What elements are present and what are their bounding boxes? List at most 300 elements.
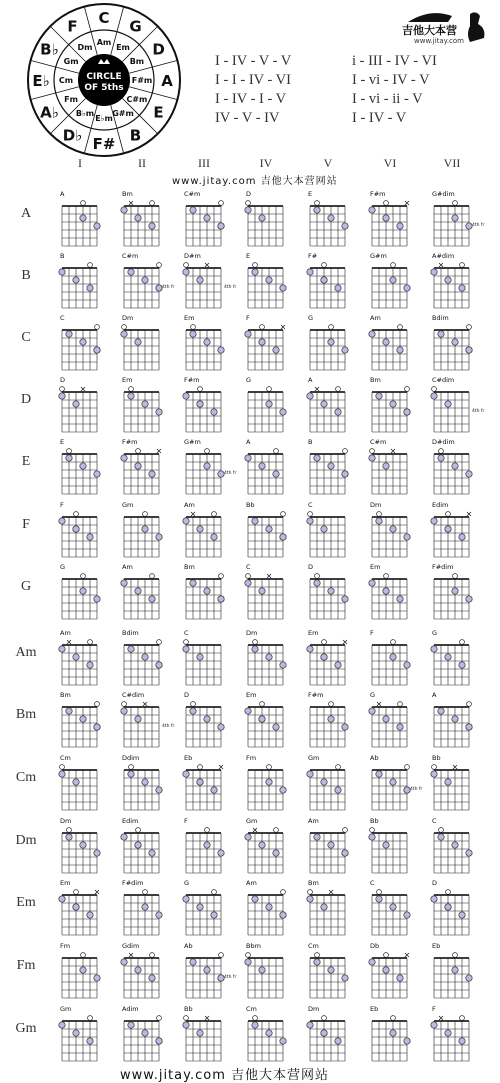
header-site-text: www.jitay.com 吉他大本营网站 bbox=[172, 176, 338, 187]
open-string-marker bbox=[439, 828, 444, 833]
chord-diagram bbox=[307, 501, 345, 557]
chord-name: Eb bbox=[432, 942, 441, 950]
open-string-marker bbox=[157, 1016, 162, 1021]
finger-dot bbox=[452, 215, 458, 221]
finger-dot bbox=[390, 779, 396, 785]
chord-name: A bbox=[60, 190, 65, 198]
finger-dot bbox=[156, 662, 162, 668]
finger-dot bbox=[280, 912, 286, 918]
finger-dot bbox=[142, 277, 148, 283]
open-string-marker bbox=[60, 387, 65, 392]
finger-dot bbox=[376, 896, 382, 902]
chord-diagram bbox=[245, 190, 283, 246]
finger-dot bbox=[87, 1038, 93, 1044]
finger-dot bbox=[135, 716, 141, 722]
inner-key-label: C#m bbox=[126, 95, 148, 104]
chord-name: F bbox=[60, 501, 64, 509]
chord-name: B bbox=[60, 252, 65, 260]
finger-dot bbox=[321, 1030, 327, 1036]
chord-name: D bbox=[60, 376, 66, 384]
chord-name: Ab bbox=[184, 942, 193, 950]
chord-diagram bbox=[245, 942, 283, 998]
progression-right-4: I - IV - V bbox=[352, 110, 407, 126]
open-string-marker bbox=[122, 325, 127, 330]
open-string-marker bbox=[343, 449, 348, 454]
finger-dot bbox=[459, 662, 465, 668]
fret-position-marker: 4th fr bbox=[224, 975, 237, 980]
row-key-label: Fm bbox=[16, 958, 36, 973]
finger-dot bbox=[135, 588, 141, 594]
finger-dot bbox=[128, 771, 134, 777]
finger-dot bbox=[149, 975, 155, 981]
finger-dot bbox=[142, 904, 148, 910]
progression-left-2: I - I - IV - VI bbox=[215, 72, 291, 88]
chord-diagram bbox=[60, 691, 100, 747]
outer-key-label: F# bbox=[92, 135, 116, 153]
fret-position-marker: 4th fr bbox=[162, 724, 175, 729]
finger-dot bbox=[438, 331, 444, 337]
chord-name: C#dim bbox=[122, 691, 145, 699]
open-string-marker bbox=[81, 201, 86, 206]
finger-dot bbox=[59, 646, 65, 652]
finger-dot bbox=[218, 223, 224, 229]
chord-diagram bbox=[59, 376, 97, 432]
open-string-marker bbox=[60, 765, 65, 770]
chord-diagram bbox=[122, 879, 162, 935]
finger-dot bbox=[66, 708, 72, 714]
finger-dot bbox=[59, 269, 65, 275]
open-string-marker bbox=[67, 449, 72, 454]
finger-dot bbox=[321, 654, 327, 660]
chord-name: Am bbox=[184, 501, 195, 509]
muted-string-marker bbox=[391, 449, 395, 453]
finger-dot bbox=[266, 779, 272, 785]
chord-diagram bbox=[370, 879, 410, 935]
chord-name: F#m bbox=[122, 438, 138, 446]
finger-dot bbox=[342, 223, 348, 229]
finger-dot bbox=[321, 904, 327, 910]
row-key-label: Gm bbox=[15, 1021, 37, 1036]
finger-dot bbox=[149, 471, 155, 477]
finger-dot bbox=[259, 716, 265, 722]
finger-dot bbox=[321, 401, 327, 407]
progression-left-1: I - IV - V - V bbox=[215, 53, 292, 69]
finger-dot bbox=[218, 724, 224, 730]
chord-diagram bbox=[184, 563, 224, 619]
inner-key-label: Gm bbox=[63, 57, 79, 66]
open-string-marker bbox=[150, 201, 155, 206]
finger-dot bbox=[328, 463, 334, 469]
chord-name: D#dim bbox=[432, 438, 455, 446]
chord-diagram bbox=[60, 438, 100, 494]
chord-name: Am bbox=[370, 314, 381, 322]
chord-name: Bb bbox=[184, 1005, 193, 1013]
chord-diagram bbox=[246, 754, 286, 810]
finger-dot bbox=[376, 771, 382, 777]
chord-diagram bbox=[121, 438, 161, 494]
finger-dot bbox=[94, 724, 100, 730]
chord-diagram bbox=[432, 691, 472, 747]
chord-name: Dm bbox=[246, 629, 258, 637]
chord-diagram bbox=[60, 817, 100, 873]
outer-key-label: A♭ bbox=[40, 103, 59, 122]
chord-diagram bbox=[60, 563, 100, 619]
chord-diagram bbox=[308, 190, 348, 246]
open-string-marker bbox=[219, 201, 224, 206]
chord-diagram bbox=[370, 252, 410, 308]
finger-dot bbox=[197, 779, 203, 785]
finger-dot bbox=[259, 967, 265, 973]
chord-diagram bbox=[184, 438, 224, 494]
chord-diagram bbox=[59, 879, 99, 935]
numeral-7: VII bbox=[443, 156, 461, 170]
fret-position-marker: 4th fr bbox=[162, 285, 175, 290]
finger-dot bbox=[59, 896, 65, 902]
finger-dot bbox=[59, 771, 65, 777]
finger-dot bbox=[445, 904, 451, 910]
finger-dot bbox=[218, 596, 224, 602]
finger-dot bbox=[218, 347, 224, 353]
progression-left-4: IV - V - IV bbox=[215, 110, 280, 126]
chord-diagram bbox=[307, 376, 345, 432]
chord-diagram bbox=[184, 691, 224, 747]
open-string-marker bbox=[246, 201, 251, 206]
finger-dot bbox=[383, 215, 389, 221]
chord-name: G bbox=[246, 376, 252, 384]
chord-diagram bbox=[184, 942, 224, 998]
chord-name: B bbox=[308, 438, 313, 446]
finger-dot bbox=[94, 347, 100, 353]
finger-dot bbox=[314, 580, 320, 586]
finger-dot bbox=[190, 207, 196, 213]
muted-string-marker bbox=[343, 640, 347, 644]
chord-name: C bbox=[60, 314, 65, 322]
muted-string-marker bbox=[439, 263, 443, 267]
chord-name: Em bbox=[184, 314, 195, 322]
row-key-label: Em bbox=[16, 895, 36, 910]
finger-dot bbox=[73, 401, 79, 407]
open-string-marker bbox=[129, 765, 134, 770]
open-string-marker bbox=[446, 512, 451, 517]
chord-name: F#dim bbox=[122, 879, 144, 887]
finger-dot bbox=[328, 842, 334, 848]
open-string-marker bbox=[453, 201, 458, 206]
finger-dot bbox=[383, 967, 389, 973]
chord-name: Fm bbox=[246, 754, 257, 762]
open-string-marker bbox=[467, 325, 472, 330]
chord-diagram bbox=[307, 252, 345, 308]
finger-dot bbox=[376, 518, 382, 524]
open-string-marker bbox=[453, 574, 458, 579]
row-key-label: D bbox=[20, 392, 32, 407]
chord-diagram bbox=[122, 754, 162, 810]
inner-key-label: Dm bbox=[77, 43, 93, 53]
chord-name: A#dim bbox=[432, 252, 455, 260]
finger-dot bbox=[73, 526, 79, 532]
open-string-marker bbox=[370, 828, 375, 833]
chord-name: Gm bbox=[246, 817, 258, 825]
open-string-marker bbox=[150, 953, 155, 958]
finger-dot bbox=[94, 850, 100, 856]
row-key-label: C bbox=[21, 330, 31, 345]
open-string-marker bbox=[260, 702, 265, 707]
finger-dot bbox=[404, 1038, 410, 1044]
outer-key-label: B♭ bbox=[40, 40, 59, 59]
chord-diagram bbox=[183, 501, 221, 557]
finger-dot bbox=[328, 215, 334, 221]
finger-dot bbox=[273, 471, 279, 477]
finger-dot bbox=[383, 588, 389, 594]
finger-dot bbox=[335, 662, 341, 668]
finger-dot bbox=[466, 975, 472, 981]
open-string-marker bbox=[322, 1016, 327, 1021]
chord-diagram bbox=[183, 376, 221, 432]
open-string-marker bbox=[460, 263, 465, 268]
row-key-label: E bbox=[21, 454, 31, 469]
finger-dot bbox=[307, 771, 313, 777]
chord-name: Gm bbox=[122, 501, 134, 509]
chord-diagram bbox=[431, 252, 469, 308]
finger-dot bbox=[259, 463, 265, 469]
finger-dot bbox=[369, 959, 375, 965]
finger-dot bbox=[80, 339, 86, 345]
finger-dot bbox=[266, 526, 272, 532]
finger-dot bbox=[121, 580, 127, 586]
finger-dot bbox=[431, 646, 437, 652]
chord-diagram bbox=[245, 563, 283, 619]
chord-name: Em bbox=[246, 691, 257, 699]
open-string-marker bbox=[205, 449, 210, 454]
finger-dot bbox=[335, 787, 341, 793]
finger-dot bbox=[280, 285, 286, 291]
chord-diagram bbox=[369, 942, 409, 998]
chord-name: Bb bbox=[432, 754, 441, 762]
numeral-4: IV bbox=[259, 156, 273, 170]
open-string-marker bbox=[405, 765, 410, 770]
chord-name: E bbox=[60, 438, 65, 446]
footer-site-text: www.jitay.com 吉他大本营网站 bbox=[120, 1068, 329, 1083]
finger-dot bbox=[369, 455, 375, 461]
finger-dot bbox=[404, 534, 410, 540]
finger-dot bbox=[66, 834, 72, 840]
open-string-marker bbox=[377, 890, 382, 895]
finger-dot bbox=[156, 912, 162, 918]
finger-dot bbox=[211, 912, 217, 918]
finger-dot bbox=[452, 463, 458, 469]
finger-dot bbox=[383, 716, 389, 722]
chord-name: Em bbox=[308, 629, 319, 637]
finger-dot bbox=[80, 967, 86, 973]
finger-dot bbox=[342, 975, 348, 981]
chord-name: Em bbox=[60, 879, 71, 887]
finger-dot bbox=[431, 1022, 437, 1028]
muted-string-marker bbox=[67, 640, 71, 644]
chord-diagram bbox=[308, 563, 348, 619]
finger-dot bbox=[307, 896, 313, 902]
numeral-2: II bbox=[138, 156, 146, 170]
finger-dot bbox=[431, 518, 437, 524]
chord-name: Bm bbox=[60, 691, 71, 699]
finger-dot bbox=[190, 708, 196, 714]
finger-dot bbox=[452, 967, 458, 973]
row-key-label: Dm bbox=[15, 833, 37, 848]
finger-dot bbox=[245, 959, 251, 965]
finger-dot bbox=[459, 534, 465, 540]
chord-name: G#dim bbox=[432, 190, 455, 198]
chord-diagram bbox=[246, 629, 286, 685]
chord-diagram bbox=[308, 817, 348, 873]
muted-string-marker bbox=[205, 263, 209, 267]
chord-diagram bbox=[121, 817, 159, 873]
chord-name: D bbox=[432, 879, 438, 887]
progression-left-3: I - IV - I - V bbox=[215, 91, 287, 107]
chord-diagram bbox=[432, 563, 472, 619]
fret-position-marker: 4th fr bbox=[472, 409, 485, 414]
inner-key-label: E♭m bbox=[95, 114, 113, 123]
chord-name: C#dim bbox=[432, 376, 455, 384]
chord-diagram bbox=[245, 691, 283, 747]
muted-string-marker bbox=[405, 201, 409, 205]
finger-dot bbox=[321, 779, 327, 785]
finger-dot bbox=[183, 646, 189, 652]
chord-name: D#m bbox=[184, 252, 201, 260]
finger-dot bbox=[135, 339, 141, 345]
finger-dot bbox=[87, 912, 93, 918]
row-key-label: Cm bbox=[15, 770, 37, 785]
finger-dot bbox=[335, 285, 341, 291]
open-string-marker bbox=[432, 387, 437, 392]
finger-dot bbox=[314, 455, 320, 461]
open-string-marker bbox=[81, 574, 86, 579]
chord-diagram bbox=[308, 942, 348, 998]
finger-dot bbox=[59, 393, 65, 399]
numeral-6: VI bbox=[383, 156, 397, 170]
finger-dot bbox=[183, 1022, 189, 1028]
finger-dot bbox=[273, 850, 279, 856]
chord-diagram bbox=[432, 817, 472, 873]
finger-dot bbox=[197, 526, 203, 532]
open-string-marker bbox=[281, 512, 286, 517]
finger-dot bbox=[280, 1038, 286, 1044]
chord-name: Gdim bbox=[122, 942, 140, 950]
open-string-marker bbox=[315, 574, 320, 579]
chord-diagram bbox=[121, 190, 159, 246]
finger-dot bbox=[273, 347, 279, 353]
muted-string-marker bbox=[253, 828, 257, 832]
chord-diagram bbox=[59, 252, 97, 308]
finger-dot bbox=[445, 654, 451, 660]
finger-dot bbox=[80, 842, 86, 848]
open-string-marker bbox=[246, 574, 251, 579]
finger-dot bbox=[369, 708, 375, 714]
chord-diagram bbox=[432, 438, 472, 494]
chord-name: C#m bbox=[122, 252, 139, 260]
finger-dot bbox=[142, 401, 148, 407]
finger-dot bbox=[266, 277, 272, 283]
finger-dot bbox=[404, 285, 410, 291]
finger-dot bbox=[438, 455, 444, 461]
outer-key-label: D♭ bbox=[62, 126, 83, 145]
finger-dot bbox=[397, 724, 403, 730]
chord-name: Gm bbox=[308, 754, 320, 762]
finger-dot bbox=[128, 393, 134, 399]
open-string-marker bbox=[384, 201, 389, 206]
finger-dot bbox=[211, 787, 217, 793]
finger-dot bbox=[197, 277, 203, 283]
progression-right-3: I - vi - ii - V bbox=[352, 91, 423, 107]
fret-position-marker: 4th fr bbox=[224, 471, 237, 476]
chord-diagram bbox=[431, 376, 469, 432]
open-string-marker bbox=[150, 574, 155, 579]
inner-key-label: Em bbox=[116, 43, 130, 53]
chord-name: C#m bbox=[184, 190, 201, 198]
finger-dot bbox=[369, 207, 375, 213]
chord-name: Dm bbox=[370, 501, 382, 509]
chord-name: Gm bbox=[60, 1005, 72, 1013]
finger-dot bbox=[183, 269, 189, 275]
chord-name: G bbox=[432, 629, 438, 637]
open-string-marker bbox=[267, 765, 272, 770]
open-string-marker bbox=[157, 640, 162, 645]
chord-name: C bbox=[308, 501, 313, 509]
finger-dot bbox=[266, 904, 272, 910]
row-key-label: A bbox=[20, 206, 32, 221]
chord-diagram bbox=[183, 754, 223, 810]
finger-dot bbox=[94, 596, 100, 602]
fret-position-marker: 4th fr bbox=[472, 223, 485, 228]
muted-string-marker bbox=[377, 702, 381, 706]
finger-dot bbox=[466, 850, 472, 856]
chord-name: Edim bbox=[432, 501, 449, 509]
finger-dot bbox=[80, 588, 86, 594]
progression-right-1: i - III - IV - VI bbox=[352, 53, 437, 69]
finger-dot bbox=[390, 654, 396, 660]
finger-dot bbox=[245, 580, 251, 586]
finger-dot bbox=[314, 834, 320, 840]
finger-dot bbox=[80, 716, 86, 722]
chord-diagram bbox=[184, 190, 224, 246]
finger-dot bbox=[204, 588, 210, 594]
chord-name: G#m bbox=[370, 252, 387, 260]
open-string-marker bbox=[315, 201, 320, 206]
row-key-label: G bbox=[20, 579, 32, 594]
chord-name: Cm bbox=[60, 754, 71, 762]
finger-dot bbox=[390, 904, 396, 910]
chord-diagram bbox=[432, 314, 472, 370]
chord-diagram bbox=[122, 376, 162, 432]
chord-diagram bbox=[369, 563, 407, 619]
finger-dot bbox=[190, 331, 196, 337]
chord-name: Edim bbox=[122, 817, 139, 825]
chord-diagram bbox=[121, 942, 159, 998]
finger-dot bbox=[156, 534, 162, 540]
finger-dot bbox=[328, 588, 334, 594]
open-string-marker bbox=[88, 1016, 93, 1021]
finger-dot bbox=[197, 1030, 203, 1036]
open-string-marker bbox=[184, 640, 189, 645]
chord-name: C#m bbox=[370, 438, 387, 446]
finger-dot bbox=[383, 339, 389, 345]
chord-name: F# bbox=[308, 252, 318, 260]
finger-dot bbox=[66, 331, 72, 337]
open-string-marker bbox=[184, 1016, 189, 1021]
finger-dot bbox=[397, 596, 403, 602]
chord-diagram bbox=[432, 942, 472, 998]
chord-diagram bbox=[307, 879, 345, 935]
finger-dot bbox=[94, 223, 100, 229]
open-string-marker bbox=[432, 765, 437, 770]
chord-name: Em bbox=[370, 563, 381, 571]
